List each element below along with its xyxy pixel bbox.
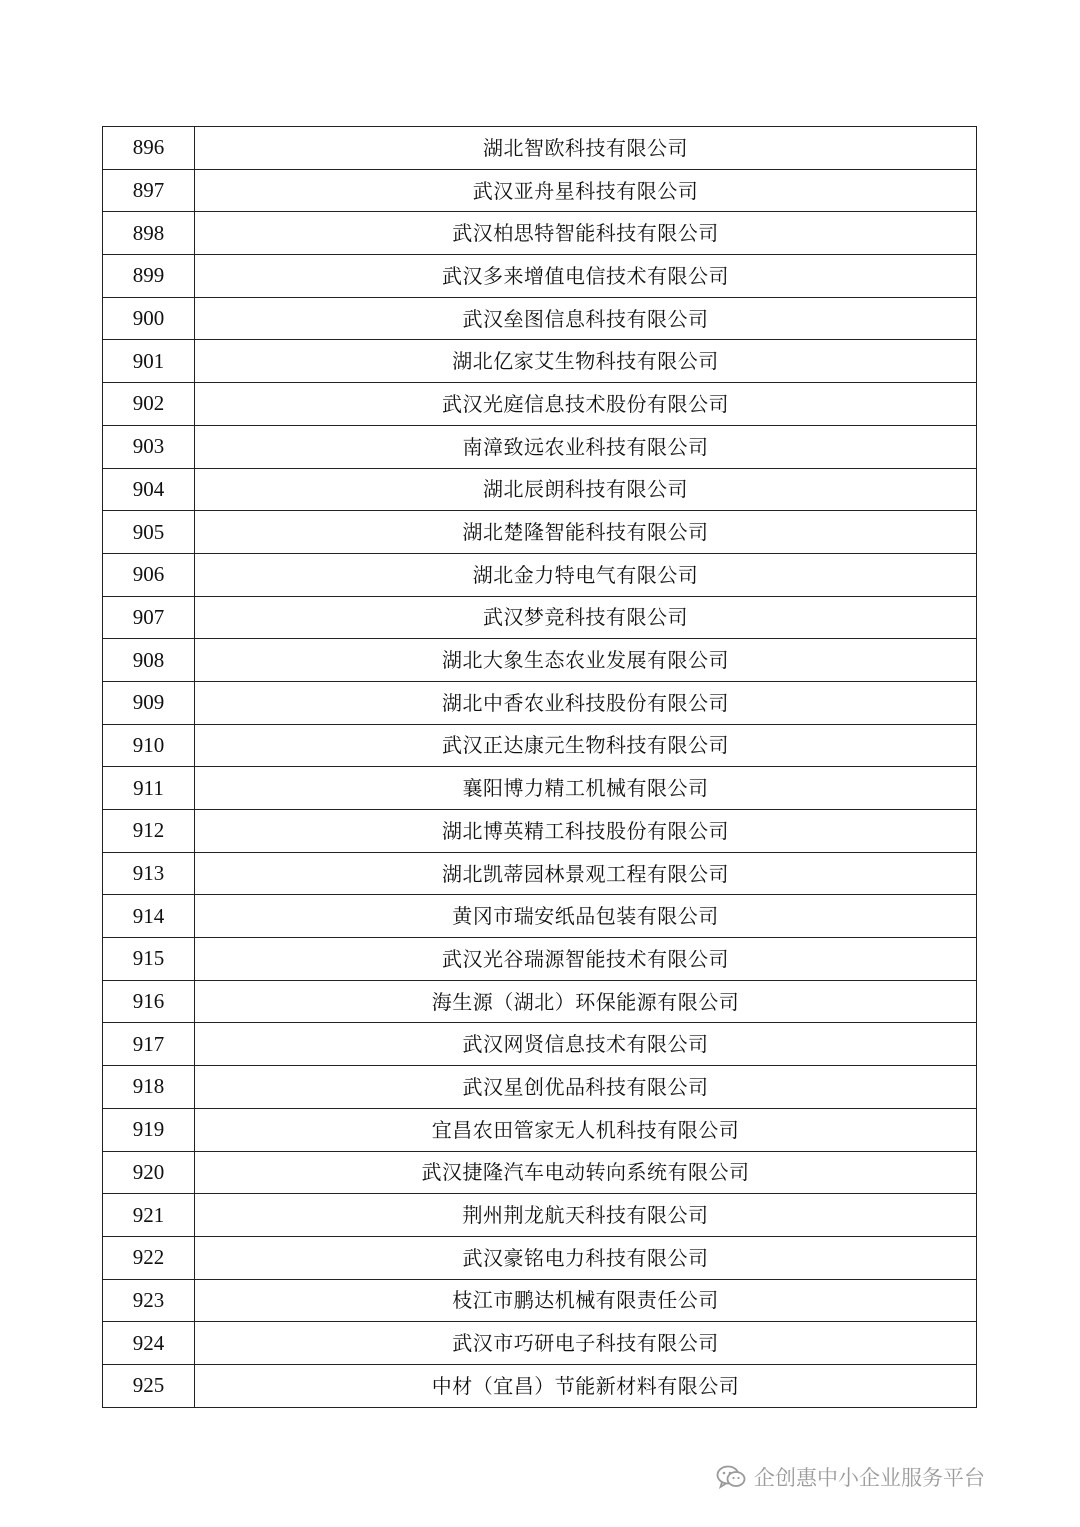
table-row (103, 639, 977, 682)
company-name: 宜昌农田管家无人机科技有限公司 (195, 1108, 977, 1151)
table-row (103, 767, 977, 810)
company-name: 枝江市鹏达机械有限责任公司 (195, 1279, 977, 1322)
company-name: 湖北博英精工科技股份有限公司 (195, 810, 977, 853)
row-number: 905 (103, 511, 195, 554)
table-row (103, 169, 977, 212)
company-name: 湖北辰朗科技有限公司 (195, 468, 977, 511)
company-name: 海生源（湖北）环保能源有限公司 (195, 980, 977, 1023)
company-name: 湖北金力特电气有限公司 (195, 553, 977, 596)
company-name: 武汉梦竞科技有限公司 (195, 596, 977, 639)
company-name: 武汉光庭信息技术股份有限公司 (195, 383, 977, 426)
watermark (716, 1462, 985, 1492)
company-name: 武汉亚舟星科技有限公司 (195, 169, 977, 212)
row-number: 914 (103, 895, 195, 938)
table-row (103, 1236, 977, 1279)
row-number: 911 (103, 767, 195, 810)
row-number: 924 (103, 1322, 195, 1365)
company-name: 武汉光谷瑞源智能技术有限公司 (195, 938, 977, 981)
company-name: 襄阳博力精工机械有限公司 (195, 767, 977, 810)
table-row (103, 1023, 977, 1066)
row-number: 906 (103, 553, 195, 596)
company-name: 武汉捷隆汽车电动转向系统有限公司 (195, 1151, 977, 1194)
row-number: 913 (103, 852, 195, 895)
company-name: 武汉星创优品科技有限公司 (195, 1066, 977, 1109)
table-row (103, 1194, 977, 1237)
company-name: 湖北大象生态农业发展有限公司 (195, 639, 977, 682)
company-list-table (102, 126, 977, 1408)
table-row (103, 511, 977, 554)
row-number: 908 (103, 639, 195, 682)
company-name: 湖北亿家艾生物科技有限公司 (195, 340, 977, 383)
row-number: 921 (103, 1194, 195, 1237)
table-row (103, 340, 977, 383)
table-row (103, 1108, 977, 1151)
row-number: 912 (103, 810, 195, 853)
company-name: 黄冈市瑞安纸品包装有限公司 (195, 895, 977, 938)
row-number: 909 (103, 681, 195, 724)
row-number: 897 (103, 169, 195, 212)
table-row (103, 425, 977, 468)
table-row (103, 980, 977, 1023)
row-number: 896 (103, 127, 195, 170)
table-row (103, 852, 977, 895)
table-row (103, 1066, 977, 1109)
table-row (103, 1279, 977, 1322)
row-number: 918 (103, 1066, 195, 1109)
company-name: 湖北中香农业科技股份有限公司 (195, 681, 977, 724)
company-name: 中材（宜昌）节能新材料有限公司 (195, 1364, 977, 1407)
table-row (103, 553, 977, 596)
row-number: 917 (103, 1023, 195, 1066)
row-number: 922 (103, 1236, 195, 1279)
row-number: 904 (103, 468, 195, 511)
company-name: 湖北凯蒂园林景观工程有限公司 (195, 852, 977, 895)
table-row (103, 681, 977, 724)
table-body (103, 127, 977, 1408)
row-number: 923 (103, 1279, 195, 1322)
table-row (103, 938, 977, 981)
table-row (103, 596, 977, 639)
row-number: 920 (103, 1151, 195, 1194)
company-name: 武汉正达康元生物科技有限公司 (195, 724, 977, 767)
company-name: 湖北楚隆智能科技有限公司 (195, 511, 977, 554)
company-name: 湖北智欧科技有限公司 (195, 127, 977, 170)
company-name: 武汉柏思特智能科技有限公司 (195, 212, 977, 255)
row-number: 903 (103, 425, 195, 468)
table-row (103, 1364, 977, 1407)
company-name: 武汉多来增值电信技术有限公司 (195, 255, 977, 298)
table-row (103, 127, 977, 170)
row-number: 899 (103, 255, 195, 298)
row-number: 910 (103, 724, 195, 767)
company-name: 武汉豪铭电力科技有限公司 (195, 1236, 977, 1279)
table-row (103, 383, 977, 426)
row-number: 907 (103, 596, 195, 639)
table-row (103, 468, 977, 511)
row-number: 919 (103, 1108, 195, 1151)
table-row (103, 724, 977, 767)
watermark-text: 企创惠中小企业服务平台 (754, 1466, 985, 1490)
table-row (103, 895, 977, 938)
row-number: 902 (103, 383, 195, 426)
company-name: 武汉垒图信息科技有限公司 (195, 297, 977, 340)
row-number: 915 (103, 938, 195, 981)
table-row (103, 810, 977, 853)
table-row (103, 255, 977, 298)
row-number: 916 (103, 980, 195, 1023)
company-name: 荆州荆龙航天科技有限公司 (195, 1194, 977, 1237)
row-number: 898 (103, 212, 195, 255)
company-name: 武汉网贤信息技术有限公司 (195, 1023, 977, 1066)
table-row (103, 297, 977, 340)
row-number: 900 (103, 297, 195, 340)
table-row (103, 1151, 977, 1194)
wechat-icon (716, 1464, 746, 1490)
table-row (103, 212, 977, 255)
table-row (103, 1322, 977, 1365)
company-name: 南漳致远农业科技有限公司 (195, 425, 977, 468)
row-number: 901 (103, 340, 195, 383)
row-number: 925 (103, 1364, 195, 1407)
company-name: 武汉市巧研电子科技有限公司 (195, 1322, 977, 1365)
